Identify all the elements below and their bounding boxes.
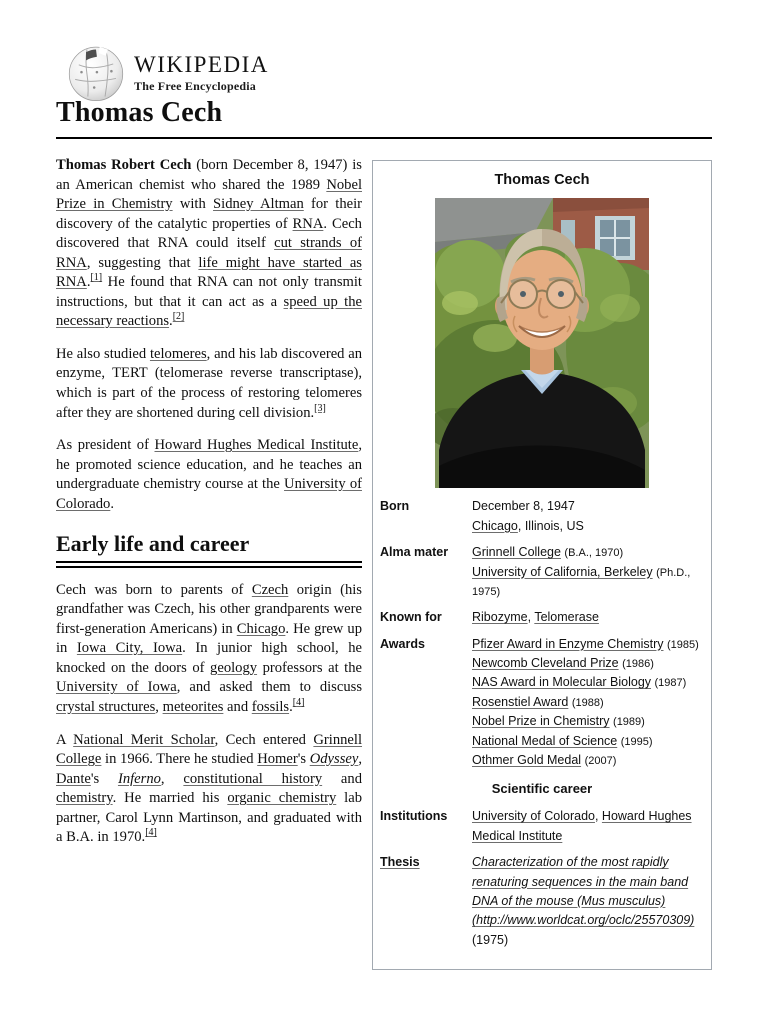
text: . bbox=[86, 274, 91, 291]
text: . In junior high school, he knocked on the doors of bbox=[56, 640, 362, 676]
bold-text: Thomas Robert Cech bbox=[56, 157, 192, 173]
infobox-row-born bbox=[380, 497, 704, 536]
text: in 1966. There he studied bbox=[101, 751, 258, 768]
infobox-row-thesis bbox=[380, 853, 704, 950]
text: origin (his grandfather was Czech, his other grandparents were first-generation Americans) in bbox=[56, 581, 362, 637]
annotation-text: (2007) bbox=[584, 754, 617, 767]
infobox-value bbox=[472, 853, 704, 950]
text: A bbox=[56, 731, 74, 748]
text: , he promoted science education, and he teaches an undergraduate chemistry course at the bbox=[56, 437, 362, 493]
text: , bbox=[527, 610, 535, 625]
infobox-label: Known for bbox=[380, 610, 442, 625]
text: . Cech discovered that RNA could itself bbox=[56, 215, 362, 252]
text: and bbox=[223, 698, 252, 715]
infobox-value bbox=[472, 807, 704, 846]
infobox-label-thesis-link[interactable]: Thesis bbox=[380, 855, 420, 870]
link[interactable]: Dante bbox=[56, 770, 91, 787]
link[interactable]: Chicago bbox=[472, 518, 518, 533]
infobox-title: Thomas Cech bbox=[494, 172, 590, 188]
link[interactable]: National Merit Scholar bbox=[73, 731, 215, 748]
paragraph-intro-2 bbox=[56, 345, 362, 423]
link[interactable]: University of Colorado bbox=[472, 809, 595, 824]
section-heading-early-life: Early life and career bbox=[56, 531, 250, 557]
text: Cech was born to parents of bbox=[56, 581, 252, 598]
link[interactable]: Chicago bbox=[236, 620, 286, 637]
text: . bbox=[169, 313, 173, 330]
text: . bbox=[110, 495, 114, 512]
link[interactable]: Odyssey bbox=[309, 751, 359, 768]
link[interactable]: constitutional history bbox=[183, 770, 323, 787]
reference-link[interactable]: [3] bbox=[314, 402, 326, 414]
reference-link[interactable]: [4] bbox=[292, 697, 305, 709]
annotation-text: (1987) bbox=[654, 677, 687, 690]
text: , and asked them to discuss bbox=[176, 679, 362, 696]
text: , Illinois, US bbox=[517, 518, 584, 533]
link[interactable]: Grinnell College bbox=[56, 731, 363, 768]
annotation-text: (Ph.D., 1975) bbox=[472, 566, 691, 598]
text: . He married his bbox=[112, 790, 228, 807]
infobox-value bbox=[472, 543, 704, 601]
infobox-label: Institutions bbox=[380, 809, 448, 824]
link[interactable]: speed up the necessary reactions bbox=[56, 293, 362, 330]
annotation-text: (1988) bbox=[571, 696, 604, 709]
text: (1975) bbox=[472, 932, 509, 947]
text: He found that RNA can not only transmit instructions, but that it can act as a bbox=[56, 274, 362, 310]
link[interactable]: RNA bbox=[292, 215, 324, 232]
wikipedia-wordmark: WIKIPEDIA bbox=[134, 51, 269, 77]
reference-link[interactable]: [1] bbox=[90, 272, 103, 284]
infobox-row-alma-mater bbox=[380, 543, 704, 601]
reference-link[interactable]: [2] bbox=[172, 311, 185, 323]
text: He also studied bbox=[56, 345, 150, 362]
link[interactable]: Grinnell College bbox=[472, 545, 561, 560]
link[interactable]: telomeres bbox=[149, 345, 207, 362]
link[interactable]: University of California, Berkeley bbox=[472, 564, 653, 579]
link[interactable]: meteorites bbox=[162, 698, 224, 715]
text: , bbox=[160, 770, 184, 787]
text: 's bbox=[297, 751, 310, 768]
wikipedia-logo[interactable] bbox=[66, 44, 269, 102]
infobox-subheader-scientific-career: Scientific career bbox=[491, 781, 593, 797]
link[interactable]: Characterization of the most rapidly renaturing sequences in the main band DNA of the mouse (Mus musculus) (http://www.worldcat.org/oclc/25570309) bbox=[472, 855, 695, 928]
infobox-label: Alma mater bbox=[380, 545, 449, 560]
infobox-row-known-for bbox=[380, 608, 704, 627]
link[interactable]: organic chemistry bbox=[227, 790, 337, 807]
link[interactable]: fossils bbox=[251, 698, 290, 715]
link[interactable]: Howard Hughes Medical Institute bbox=[154, 437, 359, 454]
link[interactable]: Nobel Prize in Chemistry bbox=[472, 714, 610, 729]
reference-link[interactable]: [4] bbox=[145, 827, 157, 839]
link[interactable]: crystal structures bbox=[56, 698, 156, 715]
link[interactable]: Ribozyme bbox=[472, 610, 528, 625]
link[interactable]: Homer bbox=[257, 751, 298, 768]
annotation-text: (1986) bbox=[622, 658, 654, 671]
text: professors at the bbox=[257, 659, 362, 676]
link[interactable]: Inferno bbox=[117, 770, 161, 787]
link[interactable]: Czech bbox=[251, 581, 289, 598]
text: , bbox=[155, 698, 163, 715]
link[interactable]: Iowa City, Iowa bbox=[76, 640, 183, 657]
link[interactable]: NAS Award in Molecular Biology bbox=[472, 675, 652, 690]
link[interactable]: Howard Hughes Medical Institute bbox=[472, 809, 692, 843]
infobox-label: Born bbox=[380, 499, 410, 514]
page-title: Thomas Cech bbox=[56, 97, 223, 128]
text: . He grew up in bbox=[56, 620, 362, 657]
paragraph-early-life-2 bbox=[56, 731, 362, 848]
link[interactable]: Nobel Prize in Chemistry bbox=[56, 176, 362, 213]
text: lab partner, Carol Lynn Martinson, and graduated with a B.A. in 1970. bbox=[56, 790, 362, 846]
link[interactable]: Rosenstiel Award bbox=[472, 694, 569, 709]
paragraph-intro-3 bbox=[56, 436, 362, 514]
link[interactable]: Sidney Altman bbox=[213, 196, 304, 213]
infobox-value bbox=[472, 497, 704, 536]
text: 's bbox=[90, 770, 118, 787]
paragraph-early-life-1 bbox=[56, 581, 362, 718]
paragraph-intro-1 bbox=[56, 156, 362, 332]
infobox-row-awards bbox=[380, 635, 704, 771]
infobox-value bbox=[472, 608, 704, 627]
text: . bbox=[289, 698, 293, 715]
link[interactable]: University of Iowa bbox=[56, 679, 177, 696]
text: , bbox=[594, 809, 602, 824]
infobox-value bbox=[472, 635, 704, 771]
article-body bbox=[56, 156, 362, 861]
section-heading-rule bbox=[56, 561, 362, 568]
wikipedia-tagline: The Free Encyclopedia bbox=[134, 78, 256, 93]
link[interactable]: National Medal of Science bbox=[472, 733, 618, 748]
text: and bbox=[322, 770, 362, 787]
annotation-text: (1985) bbox=[666, 638, 699, 651]
title-rule bbox=[56, 137, 712, 139]
infobox bbox=[372, 160, 712, 970]
link[interactable]: Telomerase bbox=[534, 610, 599, 625]
link[interactable]: University of Colorado bbox=[56, 476, 362, 512]
link[interactable]: Othmer Gold Medal bbox=[472, 752, 582, 767]
annotation-text: (1989) bbox=[613, 716, 645, 729]
text: As president of bbox=[56, 437, 155, 454]
text: with bbox=[172, 196, 214, 213]
wikipedia-logo-text bbox=[134, 53, 269, 94]
annotation-text: (1995) bbox=[620, 735, 653, 748]
link[interactable]: cut strands of RNA bbox=[56, 235, 362, 271]
annotation-text: (B.A., 1970) bbox=[564, 547, 624, 560]
portrait-photo bbox=[435, 198, 649, 488]
link[interactable]: Newcomb Cleveland Prize bbox=[472, 656, 619, 671]
text: , and his lab discovered an enzyme, TERT (telomerase reverse transcriptase), which is part of the process of restoring telomeres after they are shortened during cell division. bbox=[56, 345, 362, 421]
infobox-row-institutions bbox=[380, 807, 704, 846]
text: December 8, 1947 bbox=[472, 499, 575, 514]
link[interactable]: life might have started as RNA bbox=[56, 254, 362, 291]
text: , suggesting that bbox=[86, 254, 199, 271]
link[interactable]: geology bbox=[210, 659, 258, 676]
text: , Cech entered bbox=[214, 731, 314, 748]
text: (born December 8, 1947) is an American chemist who shared the 1989 bbox=[56, 157, 362, 193]
infobox-label: Awards bbox=[380, 636, 425, 651]
text: , bbox=[358, 751, 362, 768]
text: for their discovery of the catalytic properties of bbox=[56, 196, 363, 232]
link[interactable]: Pfizer Award in Enzyme Chemistry bbox=[472, 636, 664, 651]
wikipedia-globe-icon bbox=[66, 44, 126, 102]
link[interactable]: chemistry bbox=[56, 790, 113, 807]
